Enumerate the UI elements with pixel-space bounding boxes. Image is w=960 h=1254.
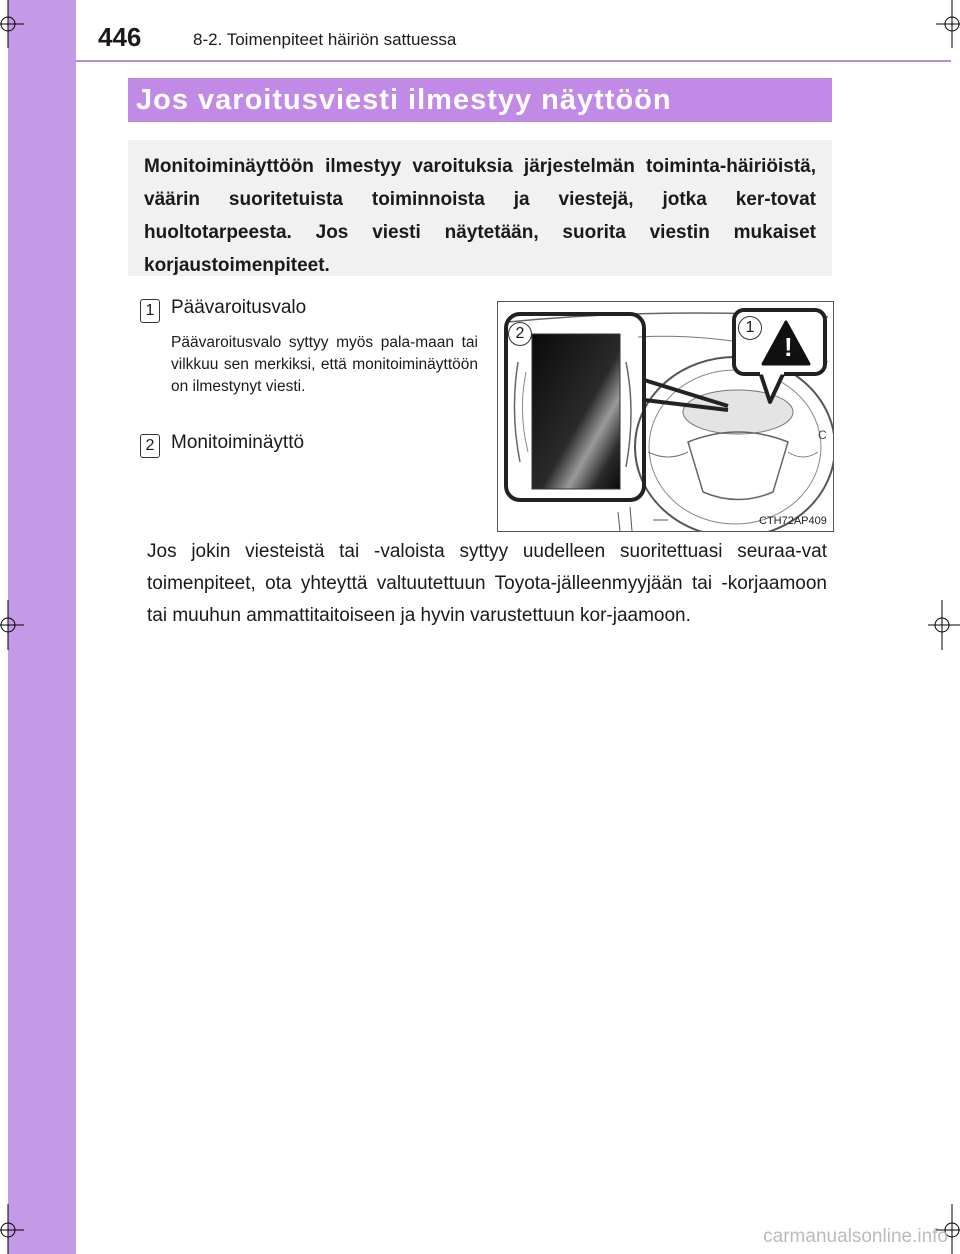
figure-callout-1: 1 (738, 316, 762, 340)
header-rule (76, 60, 951, 62)
item-label-2: Monitoiminäyttö (171, 432, 305, 453)
figure-code: CTH72AP409 (759, 515, 827, 527)
crop-mark-middle-left (0, 600, 24, 650)
crop-mark-middle-right (920, 600, 960, 650)
intro-text: Monitoiminäyttöön ilmestyy varoituksia järjestelmän toiminta-häiriöistä, väärin suoritetuista toiminnoista ja viestejä, jotka ker-tovat huoltotarpeesta. Jos viesti näytetään, suorita viestin mukaiset korjaustoimenpiteet. (144, 156, 816, 276)
dashboard-drawing (498, 302, 833, 531)
section-title-bar (128, 78, 832, 122)
footer-watermark: carmanualsonline.info (763, 1226, 948, 1247)
item-number-1: 1 (140, 299, 160, 323)
chapter-title: 8-2. Toimenpiteet häiriön sattuessa (193, 30, 457, 49)
crop-mark-top-left (0, 0, 24, 48)
figure-callout-2: 2 (508, 322, 532, 346)
svg-text:C: C (818, 428, 827, 442)
dashboard-illustration (497, 301, 834, 532)
body-paragraph: Jos jokin viesteistä tai -valoista syttyy uudelleen suoritettuasi seuraa-vat toimenpiteet, ota yhteyttä valtuutettuun Toyota-jälleenmyyjään tai -korjaamoon tai muuhun ammattitaitoiseen ja hyvin varustettuun kor-jaamoon. (147, 541, 827, 626)
crop-mark-bottom-left (0, 1204, 24, 1254)
item-number-2: 2 (140, 434, 160, 458)
page-number: 446 (98, 22, 142, 52)
warning-exclamation: ! (784, 332, 793, 362)
intro-box (128, 140, 832, 276)
crop-mark-top-right (936, 0, 960, 48)
section-title: Jos varoitusviesti ilmestyy näyttöön (136, 84, 672, 116)
item-label-1: Päävaroitusvalo (171, 297, 307, 318)
item-description-1: Päävaroitusvalo syttyy myös pala-maan tai vilkkuu sen merkiksi, että monitoiminäyttöön on ilmestynyt viesti. (171, 334, 478, 395)
